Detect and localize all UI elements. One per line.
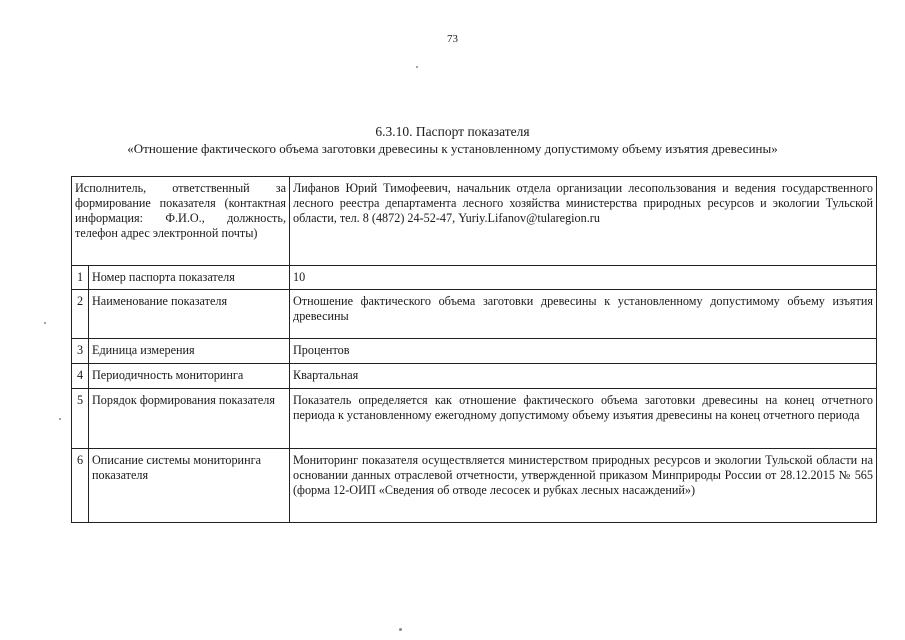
document-title-block [0, 123, 905, 157]
row-number: 6 [72, 449, 89, 523]
row-label: Порядок формирования показателя [89, 389, 290, 449]
row-label: Единица измерения [89, 339, 290, 364]
scan-speck [59, 418, 61, 420]
table-row [72, 449, 877, 523]
table-row-responsible [72, 177, 877, 266]
row-label: Наименование показателя [89, 290, 290, 339]
page-number: 73 [447, 33, 458, 45]
responsible-value: Лифанов Юрий Тимофеевич, начальник отдела организации лесопользования и ведения государственного лесного реестра департамента лесного хозяйства министерства природных ресурсов и экологии Тульской области, тел. 8 (4872) 24-52-47, Yuriy.Lifanov@tularegion.ru [290, 177, 877, 266]
row-value: Показатель определяется как отношение фактического объема заготовки древесины на конец отчетного периода к установленному ежегодному допустимому объему изъятия древесины на конец отчетного периода [290, 389, 877, 449]
row-number: 4 [72, 364, 89, 389]
row-value: 10 [290, 266, 877, 290]
row-label: Номер паспорта показателя [89, 266, 290, 290]
row-number: 2 [72, 290, 89, 339]
section-heading: 6.3.10. Паспорт показателя [375, 124, 530, 139]
table-row [72, 389, 877, 449]
scan-speck [416, 66, 418, 68]
row-value: Мониторинг показателя осуществляется министерством природных ресурсов и экологии Тульской области на основании данных отраслевой отчетности, утвержденной приказом Минприроды России от 28.12.2015 № 565 (форма 12-ОИП «Сведения об отводе лесосек и рубках лесных насаждений») [290, 449, 877, 523]
row-value: Квартальная [290, 364, 877, 389]
row-number: 1 [72, 266, 89, 290]
indicator-title: «Отношение фактического объема заготовки древесины к установленному допустимому объему изъятия древесины» [127, 141, 778, 156]
row-value: Отношение фактического объема заготовки древесины к установленному допустимому объему изъятия древесины [290, 290, 877, 339]
row-label: Периодичность мониторинга [89, 364, 290, 389]
table-row [72, 290, 877, 339]
scan-speck [399, 628, 402, 631]
row-number: 5 [72, 389, 89, 449]
table-row [72, 364, 877, 389]
indicator-passport-table [71, 176, 877, 523]
row-value: Процентов [290, 339, 877, 364]
scan-speck [44, 322, 46, 324]
table-row [72, 266, 877, 290]
row-label: Описание системы мониторинга показателя [89, 449, 290, 523]
row-number: 3 [72, 339, 89, 364]
responsible-label: Исполнитель, ответственный за формирование показателя (контактная информация: Ф.И.О., должность, телефон адрес электронной почты) [72, 177, 290, 266]
table-row [72, 339, 877, 364]
